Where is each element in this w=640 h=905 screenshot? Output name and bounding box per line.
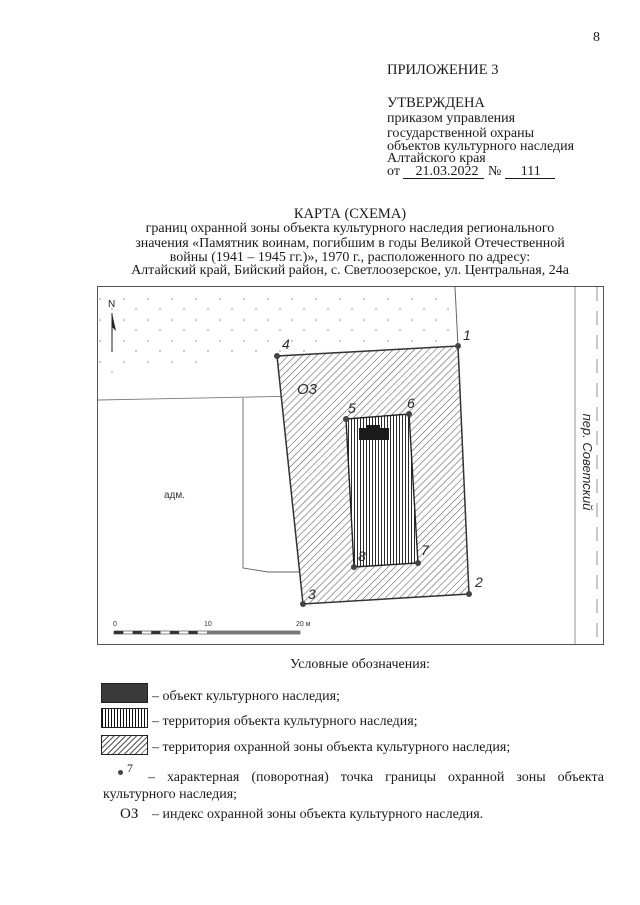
scale-label-10: 10 xyxy=(204,621,212,628)
approval-date: 21.03.2022 xyxy=(403,165,484,179)
point-label-6: 6 xyxy=(407,395,415,411)
monument-shape xyxy=(359,428,389,440)
approval-line: объектов культурного наследия xyxy=(387,139,575,154)
scale-segment xyxy=(188,631,197,634)
title-line: границ охранной зоны объекта культурного наследия регионального xyxy=(145,221,555,236)
boundary-point-5 xyxy=(343,416,349,422)
approval-line: Алтайского края xyxy=(387,151,486,166)
boundary-point-2 xyxy=(466,591,472,597)
approval-number: 111 xyxy=(505,165,555,179)
title-line: войны (1941 – 1945 гг.)», 1970 г., расположенного по адресу: xyxy=(169,250,531,265)
scale-segment xyxy=(133,631,142,634)
zone-index-label: O3 xyxy=(297,381,318,398)
legend-swatch-object xyxy=(101,683,148,703)
point-label-3: 3 xyxy=(308,586,316,602)
page-number: 8 xyxy=(593,30,600,45)
point-label-2: 2 xyxy=(475,574,483,590)
map-title: КАРТА (СХЕМА) xyxy=(293,206,407,222)
legend-text-zone-index: – индекс охранной зоны объекта культурного наследия. xyxy=(152,807,484,822)
legend-text-point: – характерная (поворотная) точка границы охранной зоны объекта xyxy=(148,770,604,785)
building-label: адм. xyxy=(164,490,186,501)
legend-text-protection-zone: – территория охранной зоны объекта культурного наследия; xyxy=(152,740,511,755)
point-label-4: 4 xyxy=(282,336,290,352)
scale-segment xyxy=(170,631,179,634)
legend-text-object: – объект культурного наследия; xyxy=(152,689,340,704)
legend-text-point-cont: культурного наследия; xyxy=(103,787,238,802)
appendix-label: ПРИЛОЖЕНИЕ 3 xyxy=(387,62,499,78)
approval-heading: УТВЕРЖДЕНА xyxy=(387,95,485,111)
approval-line: приказом управления xyxy=(387,111,516,126)
legend-swatch-protection-zone xyxy=(101,735,148,755)
legend-point-number: 7 xyxy=(127,761,133,775)
north-label: N xyxy=(108,299,116,310)
boundary-point-8 xyxy=(351,564,357,570)
point-label-7: 7 xyxy=(421,542,429,558)
approval-line: государственной охраны xyxy=(387,126,535,141)
boundary-point-6 xyxy=(406,411,412,417)
map-scheme xyxy=(97,286,605,646)
scale-label-20: 20 м xyxy=(296,621,311,628)
boundary-point-3 xyxy=(300,601,306,607)
legend-heading: Условные обозначения: xyxy=(290,657,431,672)
point-label-8: 8 xyxy=(358,548,366,564)
date-prefix: от xyxy=(387,164,400,179)
scale-label-0: 0 xyxy=(113,621,117,628)
title-line: значения «Памятник воинам, погибшим в годы Великой Отечественной xyxy=(135,236,565,251)
legend-swatch-territory xyxy=(101,708,148,728)
boundary-point-1 xyxy=(455,343,461,349)
legend-point-marker-icon xyxy=(118,770,123,775)
approval-date-line xyxy=(387,164,555,180)
street-label: пер. Советский xyxy=(580,413,595,511)
title-line: Алтайский край, Бийский район, с. Светлоозерское, ул. Центральная, 24а xyxy=(131,263,569,278)
legend-text-territory: – территория объекта культурного наследия; xyxy=(152,714,418,729)
number-prefix: № xyxy=(487,164,502,179)
boundary-point-7 xyxy=(415,560,421,566)
monument-top xyxy=(366,425,380,429)
point-label-5: 5 xyxy=(348,400,356,416)
boundary-point-4 xyxy=(274,353,280,359)
scale-segment xyxy=(151,631,160,634)
scale-segment xyxy=(207,631,300,634)
point-label-1: 1 xyxy=(463,327,471,343)
scale-segment xyxy=(114,631,123,634)
legend-zone-index-marker: ОЗ xyxy=(120,806,139,822)
